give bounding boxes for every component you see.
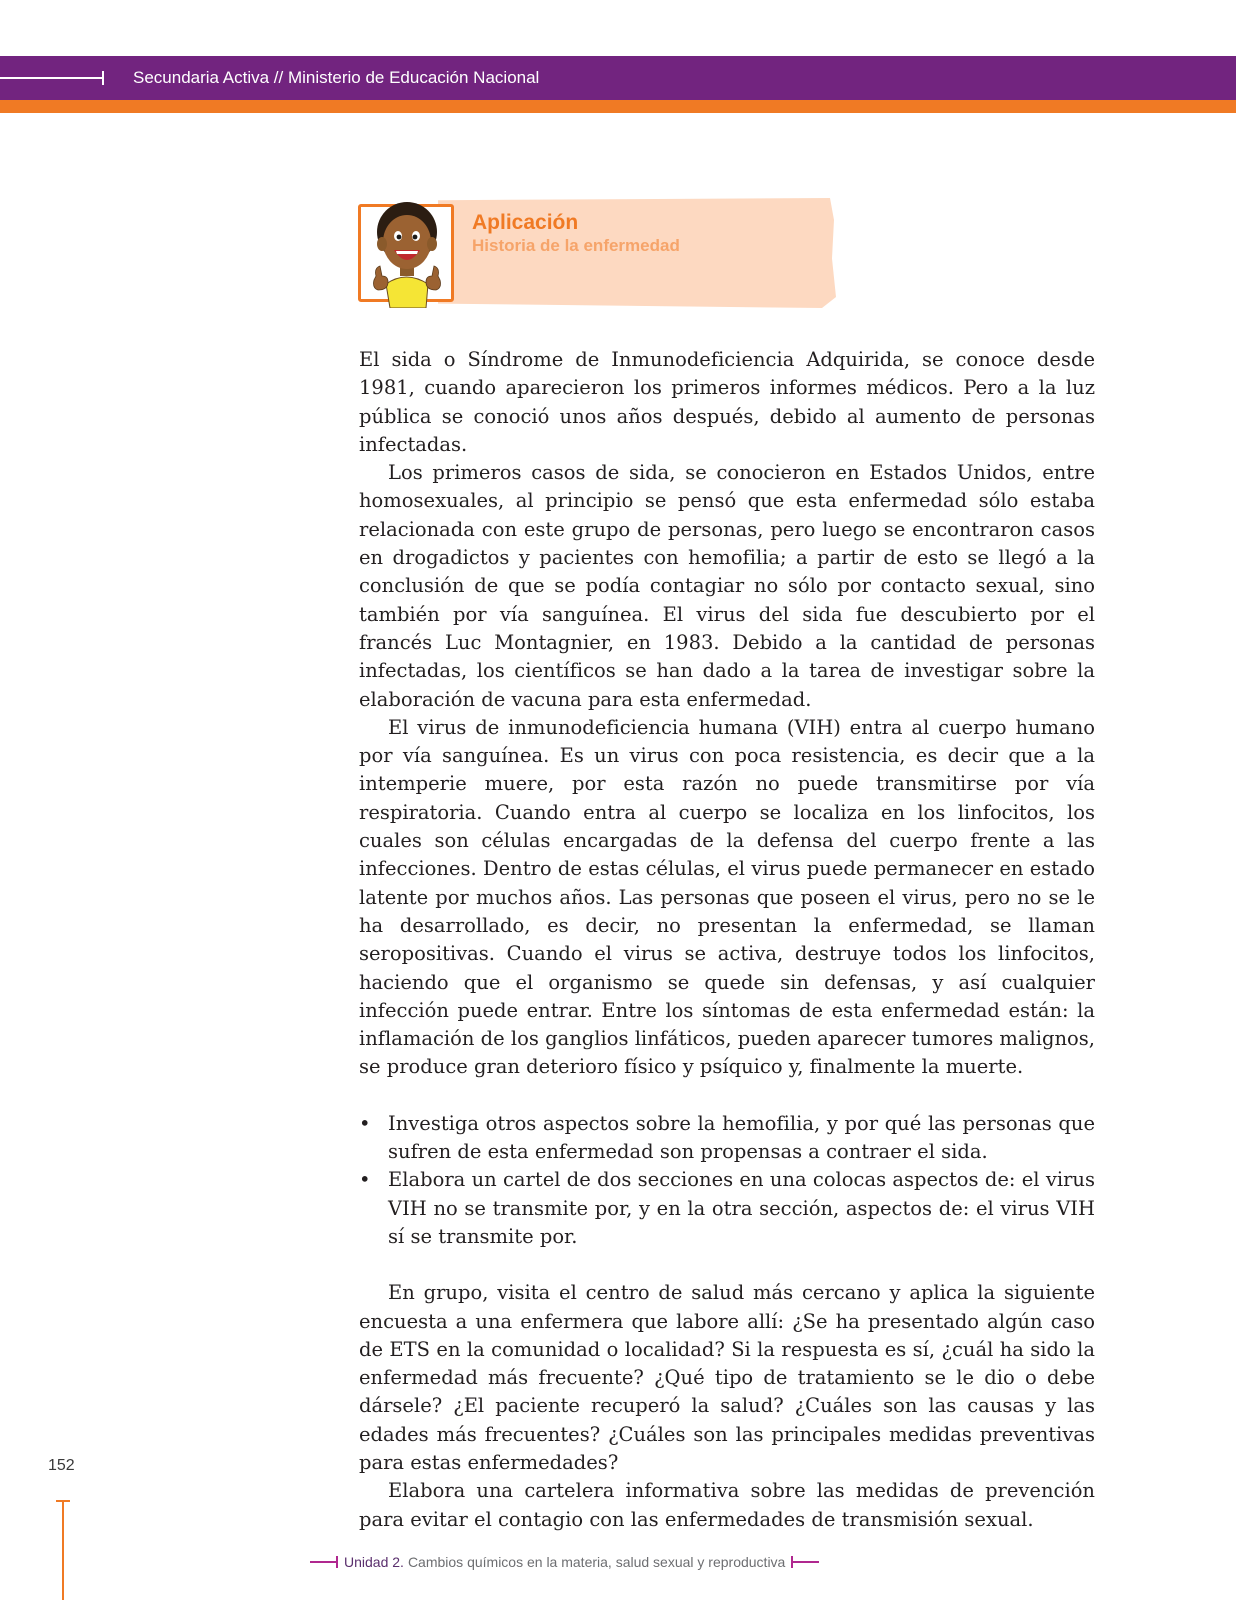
body-text xyxy=(359,346,1095,1534)
paragraph-intro: El sida o Síndrome de Inmunodeficiencia Adquirida, se conoce desde 1981, cuando aparecieron los primeros informes médicos. Pero a la luz pública se conoció unos años después, debido al aumento de personas infectadas. xyxy=(359,348,1095,456)
page-number: 152 xyxy=(48,1457,75,1474)
paragraph-survey: En grupo, visita el centro de salud más cercano y aplica la siguiente encuesta a una enfermera que labore allí: ¿Se ha presentado algún caso de ETS en la comunidad o localidad? Si la respuesta es sí, ¿cuál ha sido la enfermedad más frecuente? ¿Qué tipo de tratamiento se le dio o debe dársele? ¿El paciente recuperó la salud? ¿Cuáles son las causas y las edades más frecuentes? ¿Cuáles son las principales medidas preventivas para estas enfermedades? xyxy=(359,1281,1095,1474)
list-item-text: Investiga otros aspectos sobre la hemofilia, y por qué las personas que sufren de esta enfermedad son propensas a contraer el sida. xyxy=(388,1111,1095,1164)
list-item xyxy=(359,1110,1095,1167)
footer-rule-left xyxy=(310,1561,338,1563)
section-subtitle: Historia de la enfermedad xyxy=(472,236,680,255)
paragraph-vih: El virus de inmunodeficiencia humana (VIH) entra al cuerpo humano por vía sanguínea. Es un virus con poca resistencia, es decir que a la intemperie muere, por esta razón no puede transmitirse por vía respiratoria. Cuando entra al cuerpo se localiza en los linfocitos, los cuales son células encargadas de la defensa del cuerpo frente a las infecciones. Dentro de estas células, el virus puede permanecer en estado latente por muchos años. Las personas que poseen el virus, pero no se le ha desarrollado, es decir, no presentan la enfermedad, se llaman seropositivas. Cuando el virus se activa, destruye todos los linfocitos, haciendo que el organismo se quede sin defensas, y así cualquier infección puede entrar. Entre los síntomas de esta enfermedad están: la inflamación de los ganglios linfáticos, pueden aparecer tumores malignos, se produce gran deterioro físico y psíquico y, finalmente la muerte. xyxy=(359,715,1095,1079)
footer-unit: Unidad 2. xyxy=(344,1554,404,1570)
section-title: Aplicación xyxy=(472,211,579,234)
header-orange-stripe xyxy=(0,100,1236,113)
bullet-icon: • xyxy=(359,1111,371,1135)
activity-list xyxy=(359,1110,1095,1251)
header-rule-tick xyxy=(102,71,104,85)
footer-rule-right xyxy=(791,1561,819,1563)
paragraph-poster: Elabora una cartelera informativa sobre las medidas de prevención para evitar el contagio con las enfermedades de transmisión sexual. xyxy=(359,1479,1095,1531)
margin-rule xyxy=(62,1500,64,1600)
footer xyxy=(310,1552,819,1572)
paragraph-first-cases: Los primeros casos de sida, se conocieron en Estados Unidos, entre homosexuales, al principio se pensó que esta enfermedad sólo estaba relacionada con este grupo de personas, pero luego se encontraron casos en drogadictos y pacientes con hemofilia; a partir de esto se llegó a la conclusión de que se podía contagiar no sólo por contacto sexual, sino también por vía sanguínea. El virus del sida fue descubierto por el francés Luc Montagnier, en 1983. Debido a la cantidad de personas infectadas, los científicos se han dado a la tarea de investigar sobre la elaboración de vacuna para esta enfermedad. xyxy=(359,461,1095,711)
footer-unit-title: Cambios químicos en la materia, salud sexual y reproductiva xyxy=(407,1554,786,1570)
child-mascot-icon xyxy=(366,198,448,308)
header-rule xyxy=(0,77,104,79)
section-banner xyxy=(358,198,838,308)
list-item-text: Elabora un cartel de dos secciones en una colocas aspectos de: el virus VIH no se transmite por, y en la otra sección, aspectos de: el virus VIH sí se transmite por. xyxy=(388,1168,1095,1248)
header-title: Secundaria Activa // Ministerio de Educación Nacional xyxy=(133,68,540,87)
bullet-icon: • xyxy=(359,1168,371,1192)
list-item xyxy=(359,1166,1095,1251)
